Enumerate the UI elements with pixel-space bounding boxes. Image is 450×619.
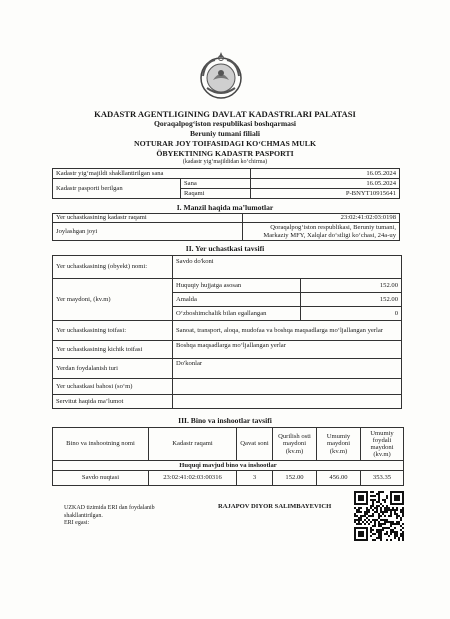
cadastral-number-label: Yer uchastkasining kadastr raqami bbox=[53, 214, 243, 223]
building-total-area: 456.00 bbox=[317, 471, 361, 486]
col-footprint-area: Qurilish osti maydoni (kv.m) bbox=[273, 428, 317, 461]
col-building-name: Bino va inshootning nomi bbox=[53, 428, 149, 461]
document-subtitle: (kadastr yig‘majildidan ko‘chirma) bbox=[182, 159, 268, 165]
land-price-value bbox=[173, 379, 402, 395]
table-row bbox=[53, 471, 404, 486]
area-label: Yer maydoni, (kv.m) bbox=[53, 279, 173, 321]
col-useful-area: Umumiy foydali maydoni (kv.m) bbox=[361, 428, 404, 461]
area-actual-value: 152.00 bbox=[301, 293, 402, 307]
issued-date-label: Sana bbox=[181, 179, 251, 189]
location-label: Joylashgan joyi bbox=[53, 223, 243, 241]
buildings-table bbox=[52, 427, 404, 486]
passport-number-value: P-BNYT10915641 bbox=[251, 189, 400, 199]
signer-name: RAJAPOV DIYOR SALIMBAYEVICH bbox=[218, 503, 332, 510]
object-name-value: Savdo do'koni bbox=[173, 256, 402, 279]
col-floors: Qavat soni bbox=[237, 428, 273, 461]
buildings-header-row bbox=[53, 428, 404, 461]
issued-date-value: 16.05.2024 bbox=[251, 179, 400, 189]
e-signature-line3: ERI egasi: bbox=[64, 520, 90, 526]
e-signature-line1: UZKAD tizimida ERI dan foydalanib bbox=[64, 505, 155, 511]
cadastral-number-value: 23:02:41:02:03:0198 bbox=[243, 214, 400, 223]
land-use-value: Do'konlar bbox=[173, 359, 402, 379]
land-category-label: Yer uchastkasining toifasi: bbox=[53, 321, 173, 341]
passport-info-table bbox=[52, 168, 400, 199]
buildings-subheader: Huquqi mavjud bino va inshootlar bbox=[53, 461, 404, 471]
land-category-value: Sanoat, transport, aloqa, mudofaa va boshqa maqsadlarga mo‘ljallangan yerlar bbox=[173, 321, 402, 341]
qr-code-icon bbox=[354, 491, 404, 541]
section3-title: III. Bino va inshootlar tavsifi bbox=[178, 416, 272, 425]
building-cadastral-number: 23:02:41:02:03:00316 bbox=[149, 471, 237, 486]
district-branch: Beruniy tumani filiali bbox=[189, 129, 261, 138]
area-seized-label: O‘zboshimchalik bilan egallangan bbox=[173, 307, 301, 321]
area-seized-value: 0 bbox=[301, 307, 402, 321]
col-cadastral-number: Kadastr raqami bbox=[149, 428, 237, 461]
e-signature-line2: shakllantirilgan. bbox=[64, 512, 103, 519]
land-subcategory-value: Boshqa maqsadlarga mo‘ljallangan yerlar bbox=[173, 341, 402, 359]
servitut-label: Servitut haqida ma’lumot bbox=[53, 395, 173, 409]
col-total-area: Umumiy maydoni (kv.m) bbox=[317, 428, 361, 461]
document-title-line2: ÖBYEKTINING KADASTR PASPORTI bbox=[156, 149, 294, 158]
region-office: Qoraqalpog‘iston respublikasi boshqarmasi bbox=[153, 119, 297, 128]
section1-title: I. Manzil haqida ma’lumotlar bbox=[176, 203, 274, 212]
building-footprint: 152.00 bbox=[273, 471, 317, 486]
land-subcategory-label: Yer uchastkasining kichik toifasi bbox=[53, 341, 173, 359]
document-title-line1: NOTURAR JOY TOIFASIDAGI KO‘CHMAS MULK bbox=[133, 139, 317, 148]
area-legal-value: 152.00 bbox=[301, 279, 402, 293]
area-actual-label: Amalda bbox=[173, 293, 301, 307]
object-name-label: Yer uchastkasining (obyekt) nomi: bbox=[53, 256, 173, 279]
land-description-table bbox=[52, 255, 402, 409]
section2-title: II. Yer uchastkasi tavsifi bbox=[185, 244, 265, 253]
building-name: Savdo nuqtasi bbox=[53, 471, 149, 486]
passport-number-label: Raqami bbox=[181, 189, 251, 199]
address-table bbox=[52, 213, 400, 241]
area-legal-label: Huquqiy hujjatga asosan bbox=[173, 279, 301, 293]
e-signature-note bbox=[64, 505, 155, 528]
state-emblem-icon bbox=[193, 48, 249, 104]
building-floors: 3 bbox=[237, 471, 273, 486]
formation-date-label: Kadastr yig‘majildi shakllantirilgan sana bbox=[53, 169, 251, 179]
land-price-label: Yer uchastkasi bahosi (so‘m) bbox=[53, 379, 173, 395]
issued-label: Kadastr pasporti berilgan bbox=[53, 179, 181, 199]
land-use-label: Yerdan foydalanish turi bbox=[53, 359, 173, 379]
agency-title: KADASTR AGENTLIGINING DAVLAT KADASTRLARI PALATASI bbox=[94, 109, 356, 119]
servitut-value bbox=[173, 395, 402, 409]
location-value: Qoraqalpog‘iston respublikasi, Beruniy tumani, Markaziy MFY, Xalqlar do‘stligi ko‘chasi, 24a-uy bbox=[243, 223, 400, 241]
formation-date-value: 16.05.2024 bbox=[251, 169, 400, 179]
building-useful-area: 353.35 bbox=[361, 471, 404, 486]
